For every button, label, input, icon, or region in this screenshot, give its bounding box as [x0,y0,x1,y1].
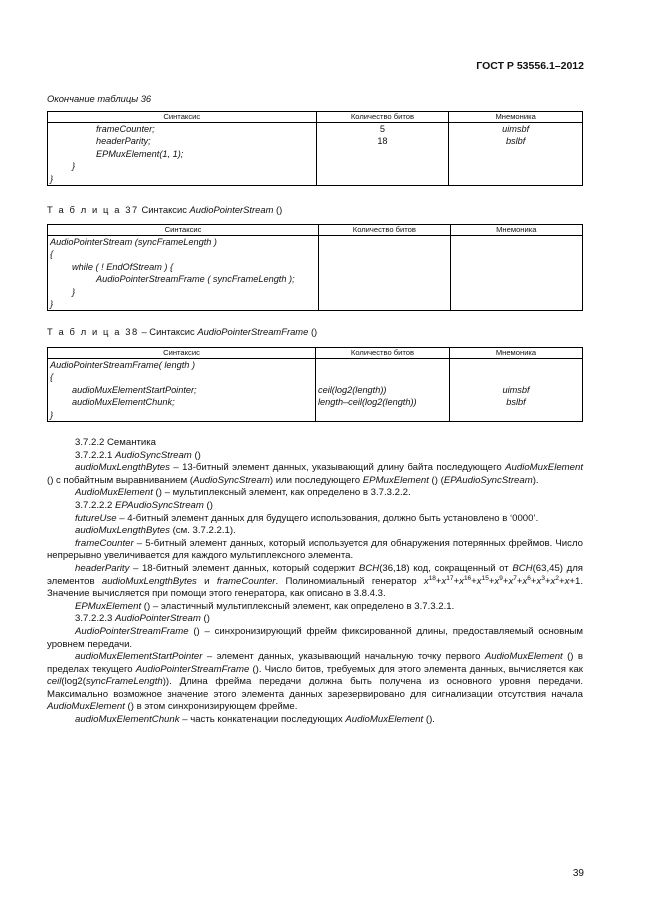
syntax-line: { [50,372,54,383]
column-header-bits: Количество битов [316,112,449,123]
table-37 [47,224,583,311]
syntax-line: AudioPointerStream (syncFrameLength ) [50,237,217,247]
mnemonic-cell [449,123,583,186]
bits-value: 5 [379,124,385,134]
bits-value: ceil(log2(length)) [318,384,387,395]
bits-cell [319,236,450,311]
bits-cell [316,359,450,422]
generator-polynomial: $x^{18}+x^{17}+x^{16}+x^{15}+x^9+x^7+x^6+x^3+x^2+x+1$ [423,574,581,587]
column-header-syntax: Синтаксис [48,112,317,123]
syntax-line: audioMuxElementStartPointer; [72,384,197,395]
table-37-caption-text: Синтаксис [141,204,187,215]
heading-epaudiosyncstream: 3.7.2.2.2 EPAudioSyncStream () [75,499,213,511]
bits-value: 18 [377,136,388,147]
table-38-caption [47,326,317,337]
syntax-line: { [50,249,54,260]
syntax-line: headerParity; [96,136,151,147]
syntax-line: audioMuxElementChunk; [72,397,175,408]
syntax-line: while ( ! EndOfStream ) { [72,261,174,272]
bits-cell [316,123,449,186]
mnemonic-cell [449,359,582,422]
heading-audiopointerstream: 3.7.2.2.3 AudioPointerStream () [75,613,210,625]
mnemonic-value: uimsbf [502,384,530,395]
table-38-caption-parens: () [310,326,318,337]
column-header-bits: Количество битов [319,225,450,236]
syntax-line: } [50,173,54,184]
paragraph-framecounter: frameCounter – 5-битный элемент данных, который используется для обнаружения потерянных фреймов. Число непрерывно увеличивается для каждого мультиплексного элемента. [47,537,583,562]
syntax-line: AudioPointerStreamFrame( length ) [50,360,196,370]
page-number: 39 [572,868,584,879]
table-37-caption-parens: () [276,204,283,215]
syntax-line: } [72,161,76,172]
table-36 [47,111,583,186]
paragraph-audiomuxlengthbytes: audioMuxLengthBytes – 13-битный элемент данных, указывающий длину байта последующего AudioMuxElement () с побайтным выравниванием (AudioSyncStream) или последующего EPMuxElement () (EPAudioSyncStream). [47,462,583,486]
syntax-cell [48,359,316,422]
syntax-line: AudioPointerStreamFrame ( syncFrameLength ); [96,274,295,285]
table-37-label: Т а б л и ц а 37 [47,204,139,215]
table-37-caption [47,204,282,215]
syntax-line: } [50,409,54,420]
syntax-line: } [50,298,54,309]
mnemonic-value: bslbf [505,136,526,147]
syntax-line: frameCounter; [96,124,155,134]
paragraph-startpointer: audioMuxElementStartPointer – элемент данных, указывающий начальную точку первого AudioMuxElement () в пределах текущего AudioPointerStreamFrame (). Число битов, требуемых для этого элемента данных, вычисляется как ceil(log2(syncFrameLength)). Длина фрейма передачи должна быть получена из основного уровня передачи. Максимально возможное значение этого элемента данных зарезервировано для сигнализации отсутствия начала AudioMuxElement () в этом синхронизирующем фрейме. [47,651,583,713]
table-38-caption-text: – Синтаксис [141,326,195,337]
bits-value: length–ceil(log2(length)) [318,397,417,408]
table-38-label: Т а б л и ц а 38 [47,326,139,337]
column-header-syntax: Синтаксис [48,348,316,359]
column-header-mnemonic: Мнемоника [449,112,583,123]
syntax-line: EPMuxElement(1, 1); [96,148,184,159]
mnemonic-cell [450,236,582,311]
standard-designation: ГОСТ Р 53556.1–2012 [476,60,584,72]
paragraph-audiomuxelement: AudioMuxElement () – мультиплексный элемент, как определено в 3.7.3.2.2. [75,487,411,499]
heading-semantics: 3.7.2.2 Семантика [75,437,156,448]
paragraph-headerparity: headerParity – 18-битный элемент данных, который содержит BCH(36,18) код, сокращенный от BCH(63,45) для элементов audioMuxLengthBytes и frameCounter. Полиномиальный генератор $x^{18}+x^{17}+x^{16}+x^{15}+x^9+x^7+x^6+x^3+x^2+x+1$. Значение вычисляется при помощи этого генератора, как описано в 3.8.4.3. [47,562,583,600]
table-37-caption-name: AudioPointerStream [189,204,274,215]
table-38 [47,347,583,422]
syntax-cell [48,236,319,311]
mnemonic-value: uimsbf [502,124,530,134]
table-36-caption: Окончание таблицы 36 [47,93,152,104]
paragraph-futureuse: futureUse – 4-битный элемент данных для будущего использования, должно быть установлено в ‘0000’. [75,512,539,524]
syntax-line: } [72,286,76,297]
column-header-syntax: Синтаксис [48,225,319,236]
syntax-cell [48,123,317,186]
mnemonic-value: bslbf [506,397,526,408]
paragraph-elementchunk: audioMuxElementChunk – часть конкатенации последующих AudioMuxElement (). [75,714,435,726]
semantics-section [47,437,583,727]
column-header-bits: Количество битов [316,348,450,359]
table-38-caption-name: AudioPointerStreamFrame [197,326,309,337]
heading-audiosyncstream: 3.7.2.2.1 AudioSyncStream () [75,449,201,461]
paragraph-epmuxelement: EPMuxElement () – эластичный мультиплексный элемент, как определено в 3.7.3.2.1. [75,600,455,612]
paragraph-audiomuxlengthbytes-ref: audioMuxLengthBytes (см. 3.7.2.2.1). [75,525,236,537]
column-header-mnemonic: Мнемоника [450,225,582,236]
column-header-mnemonic: Мнемоника [449,348,582,359]
paragraph-audiopointerstreamframe: AudioPointerStreamFrame () – синхронизирующий фрейм фиксированной длины, предоставляемый основным уровнем передачи. [47,625,583,650]
